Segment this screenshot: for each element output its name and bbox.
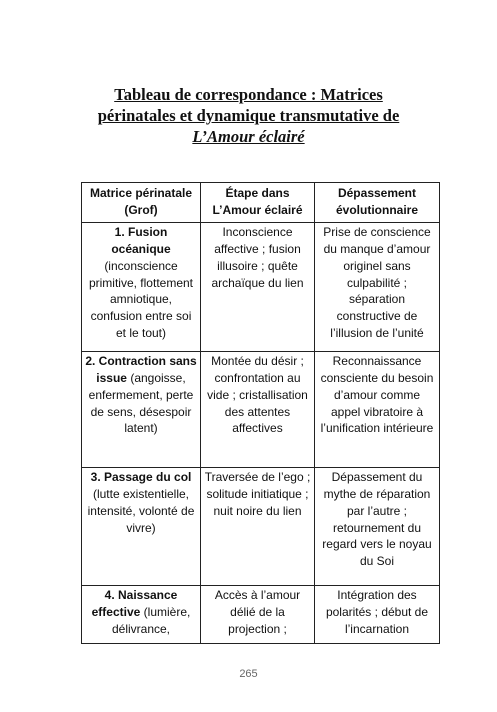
page-number: 265 [239, 668, 258, 680]
page-title [60, 84, 437, 147]
title-line-1: Tableau de correspondance : Matrices [114, 85, 383, 104]
matrice-description: (angoisse, enfermement, perte de sens, désespoir latent) [88, 371, 194, 436]
header-matrice: Matrice périnatale (Grof) [82, 183, 201, 223]
table-row [82, 586, 440, 644]
cell-etape: Traversée de l’ego ; solitude initiatique ; nuit noire du lien [201, 468, 315, 586]
matrice-heading: 3. Passage du col [90, 470, 192, 485]
matrice-description: (lutte existentielle, intensité, volonté de vivre) [87, 487, 195, 535]
matrice-heading: 2. Contraction sans issue [85, 354, 197, 386]
cell-matrice [82, 223, 201, 352]
cell-matrice [82, 468, 201, 586]
matrice-description: (lumière, délivrance, [111, 605, 191, 636]
cell-etape: Inconscience affective ; fusion illusoire ; quête archaïque du lien [201, 223, 315, 352]
cell-depassement: Prise de conscience du manque d’amour originel sans culpabilité ; séparation constructive de l’illusion de l’unité [315, 223, 440, 352]
cell-matrice [82, 352, 201, 468]
table-header-row [82, 183, 440, 223]
header-etape: Étape dans L’Amour éclairé [201, 183, 315, 223]
cell-matrice [82, 586, 201, 644]
cell-etape: Accès à l’amour délié de la projection ; [201, 586, 315, 644]
correspondence-table [81, 182, 440, 644]
title-line-2: périnatales et dynamique transmutative de [97, 106, 400, 125]
table-row [82, 223, 440, 352]
matrice-heading: 1. Fusion océanique [111, 225, 171, 257]
table-row [82, 352, 440, 468]
header-depassement: Dépassement évolutionnaire [315, 183, 440, 223]
cell-depassement: Dépassement du mythe de réparation par l’autre ; retournement du regard vers le noyau du Soi [315, 468, 440, 586]
table-row [82, 468, 440, 586]
title-line-3: L’Amour éclairé [192, 127, 305, 146]
cell-depassement: Reconnaissance consciente du besoin d’amour comme appel vibratoire à l’unification intérieure [315, 352, 440, 468]
matrice-heading: 4. Naissance effective [91, 588, 178, 620]
matrice-description: (inconscience primitive, flottement amniotique, confusion entre soi et le tout) [88, 258, 194, 340]
cell-depassement: Intégration des polarités ; début de l’incarnation [315, 586, 440, 644]
cell-etape: Montée du désir ; confrontation au vide ; cristallisation des attentes affectives [201, 352, 315, 468]
